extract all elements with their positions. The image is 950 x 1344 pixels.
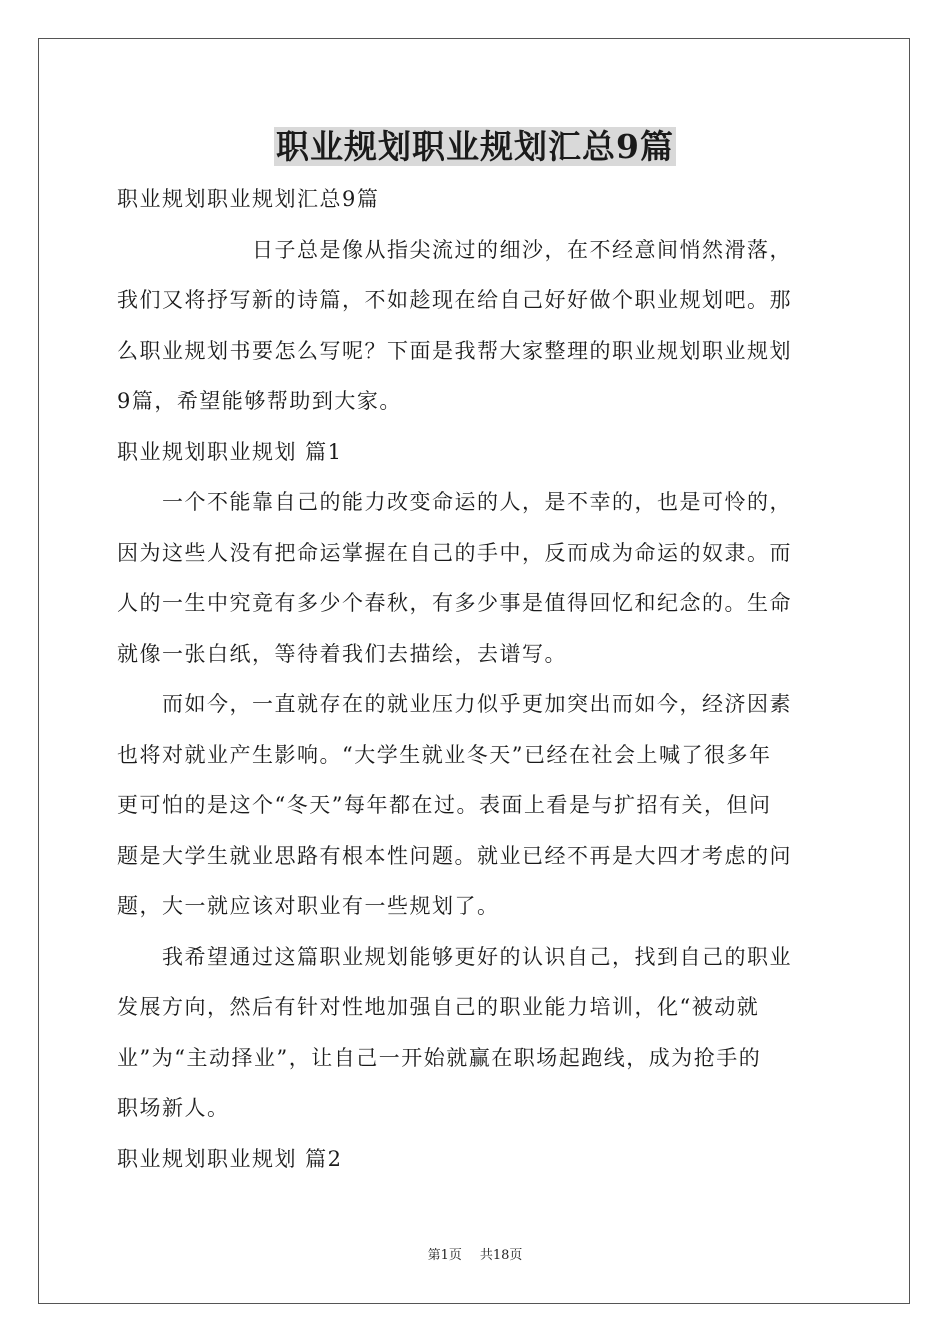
page-total: 共18页 <box>479 1248 523 1263</box>
section1-paragraph-2 <box>117 679 832 932</box>
page-number: 第1页 <box>427 1248 462 1263</box>
paragraph-line: 而如今，一直就存在的就业压力似乎更加突出而如今，经济因素 <box>117 692 792 716</box>
paragraph-line: 也将对就业产生影响。“大学生就业冬天”已经在社会上喊了很多年 <box>117 742 772 767</box>
intro-paragraph <box>117 225 832 427</box>
section-heading-2: 职业规划职业规划 篇2 <box>117 1146 343 1171</box>
paragraph-line: 题是大学生就业思路有根本性问题。就业已经不再是大四才考虑的问 <box>117 843 792 868</box>
paragraph-line: 业”为“主动择业”，让自己一开始就赢在职场起跑线，成为抢手的 <box>117 1045 762 1070</box>
intro-line: 么职业规划书要怎么写呢？下面是我帮大家整理的职业规划职业规划 <box>117 338 792 363</box>
paragraph-line: 我希望通过这篇职业规划能够更好的认识自己，找到自己的职业 <box>117 944 792 969</box>
intro-line: 9篇，希望能够帮助到大家。 <box>117 389 402 413</box>
section-heading-1: 职业规划职业规划 篇1 <box>117 439 343 464</box>
paragraph-line: 因为这些人没有把命运掌握在自己的手中，反而成为命运的奴隶。而 <box>117 540 792 565</box>
document-title-text: 职业规划职业规划汇总9篇 <box>276 127 674 166</box>
paragraph-line: 人的一生中究竟有多少个春秋，有多少事是值得回忆和纪念的。生命 <box>117 591 792 615</box>
document-subtitle: 职业规划职业规划汇总9篇 <box>117 187 380 211</box>
page-footer <box>0 1246 950 1266</box>
section1-paragraph-1 <box>117 477 832 679</box>
paragraph-line: 题，大一就应该对职业有一些规划了。 <box>117 894 500 918</box>
intro-line: 我们又将抒写新的诗篇，不如趁现在给自己好好做个职业规划吧。那 <box>117 288 792 312</box>
section1-paragraph-3 <box>117 932 832 1134</box>
paragraph-line: 一个不能靠自己的能力改变命运的人，是不幸的，也是可怜的， <box>117 490 792 514</box>
paragraph-line: 发展方向，然后有针对性地加强自己的职业能力培训，化“被动就 <box>117 995 760 1019</box>
paragraph-line: 就像一张白纸，等待着我们去描绘，去谱写。 <box>117 641 567 666</box>
document-title <box>0 122 950 172</box>
paragraph-line: 更可怕的是这个“冬天”每年都在过。表面上看是与扩招有关，但问 <box>117 793 772 817</box>
paragraph-line: 职场新人。 <box>117 1096 230 1120</box>
intro-line: 日子总是像从指尖流过的细沙，在不经意间悄然滑落， <box>117 237 792 262</box>
document-body <box>117 174 832 1184</box>
